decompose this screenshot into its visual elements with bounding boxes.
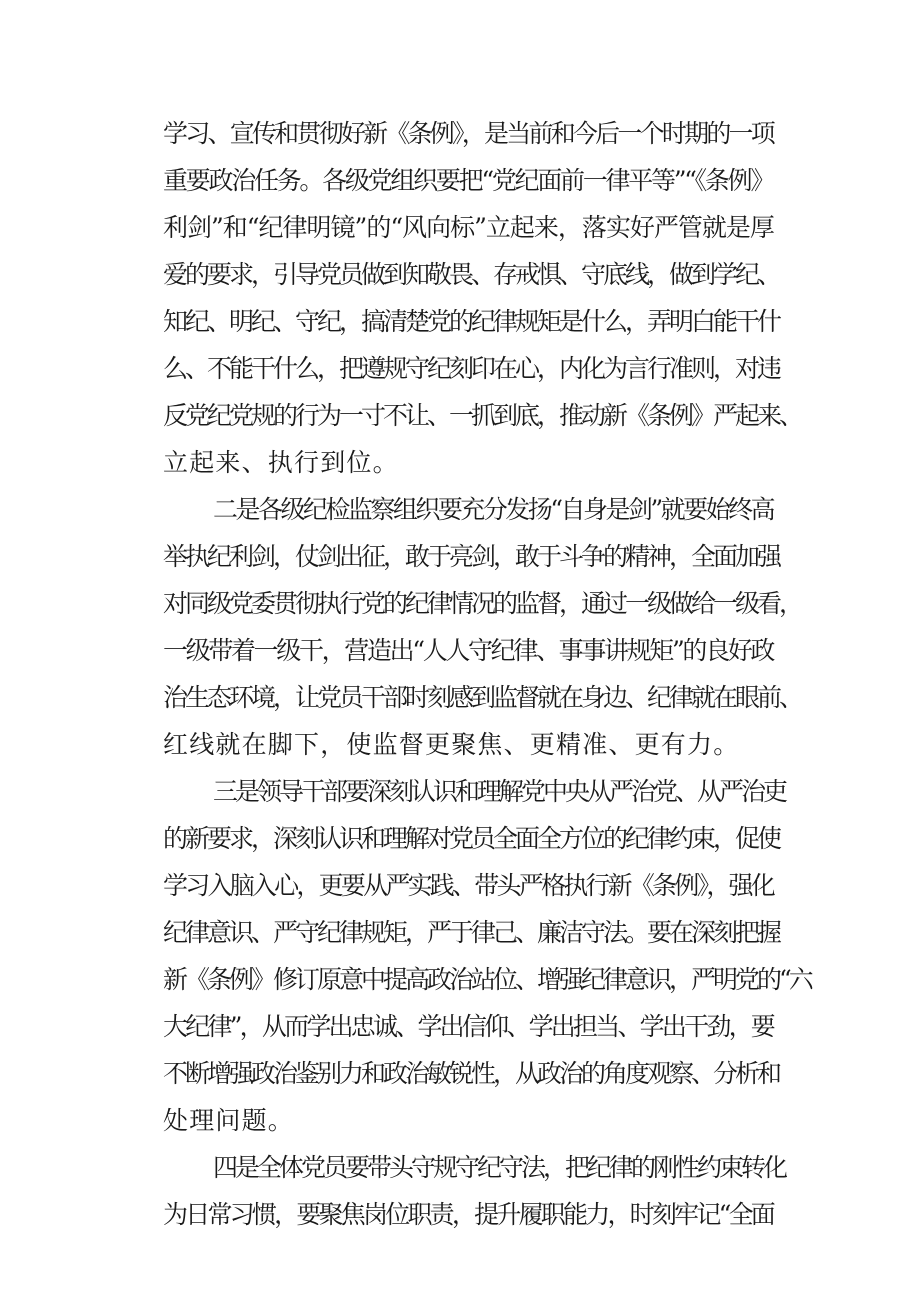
text-line: 利剑”和“纪律明镜”的“风向标”立起来，落实好严管就是厚 — [163, 213, 774, 242]
text-line: 处理问题。 — [163, 1106, 295, 1135]
text-line: 举执纪利剑，仗剑出征，敢于亮剑，敢于斗争的精神，全面加强 — [163, 542, 780, 571]
text-line: 不断增强政治鉴别力和政治敏锐性，从政治的角度观察、分析和 — [163, 1059, 780, 1088]
text-line: 么、不能干什么，把遵规守纪刻印在心，内化为言行准则，对违 — [163, 354, 780, 383]
text-line: 的新要求，深刻认识和理解对党员全面全方位的纪律约束，促使 — [163, 824, 780, 853]
document-body — [163, 110, 811, 1238]
text-line: 为日常习惯，要聚焦岗位职责，提升履职能力，时刻牢记“全面 — [163, 1200, 773, 1229]
text-line: 反党纪党规的行为一寸不让、一抓到底，推动新《条例》严起来、 — [163, 401, 802, 430]
text-line: 三是领导干部要深刻认识和理解党中央从严治党、从严治吏 — [213, 777, 786, 806]
text-line: 学习、宣传和贯彻好新《条例》，是当前和今后一个时期的一项 — [163, 119, 773, 148]
text-line: 学习入脑入心，更要从严实践、带头严格执行新《条例》，强化 — [163, 871, 773, 900]
text-line: 治生态环境，让党员干部时刻感到监督就在身边、纪律就在眼前、 — [163, 683, 802, 712]
text-line: 纪律意识、严守纪律规矩，严于律己、廉洁守法。要在深刻把握 — [163, 918, 780, 947]
text-line: 一级带着一级干，营造出“人人守纪律、事事讲规矩”的良好政 — [163, 636, 773, 665]
text-line: 二是各级纪检监察组织要充分发扬“自身是剑”就要始终高 — [213, 495, 773, 524]
text-line: 立起来、执行到位。 — [163, 448, 399, 477]
text-line: 四是全体党员要带头守规守纪守法，把纪律的刚性约束转化 — [213, 1153, 786, 1182]
text-line: 对同级党委贯彻执行党的纪律情况的监督，通过一级做给一级看， — [163, 589, 802, 618]
text-line: 知纪、明纪、守纪，搞清楚党的纪律规矩是什么，弄明白能干什 — [163, 307, 780, 336]
text-line: 大纪律”，从而学出忠诚、学出信仰、学出担当、学出干劲，要 — [163, 1012, 773, 1041]
text-line: 新《条例》修订原意中提高政治站位、增强纪律意识，严明党的“六 — [163, 965, 811, 994]
text-line: 爱的要求，引导党员做到知敬畏、存戒惧、守底线，做到学纪、 — [163, 260, 780, 289]
text-line: 重要政治任务。各级党组织要把“党纪面前一律平等”“《条例》 — [163, 166, 773, 195]
text-line: 红线就在脚下，使监督更聚焦、更精准、更有力。 — [163, 730, 740, 759]
